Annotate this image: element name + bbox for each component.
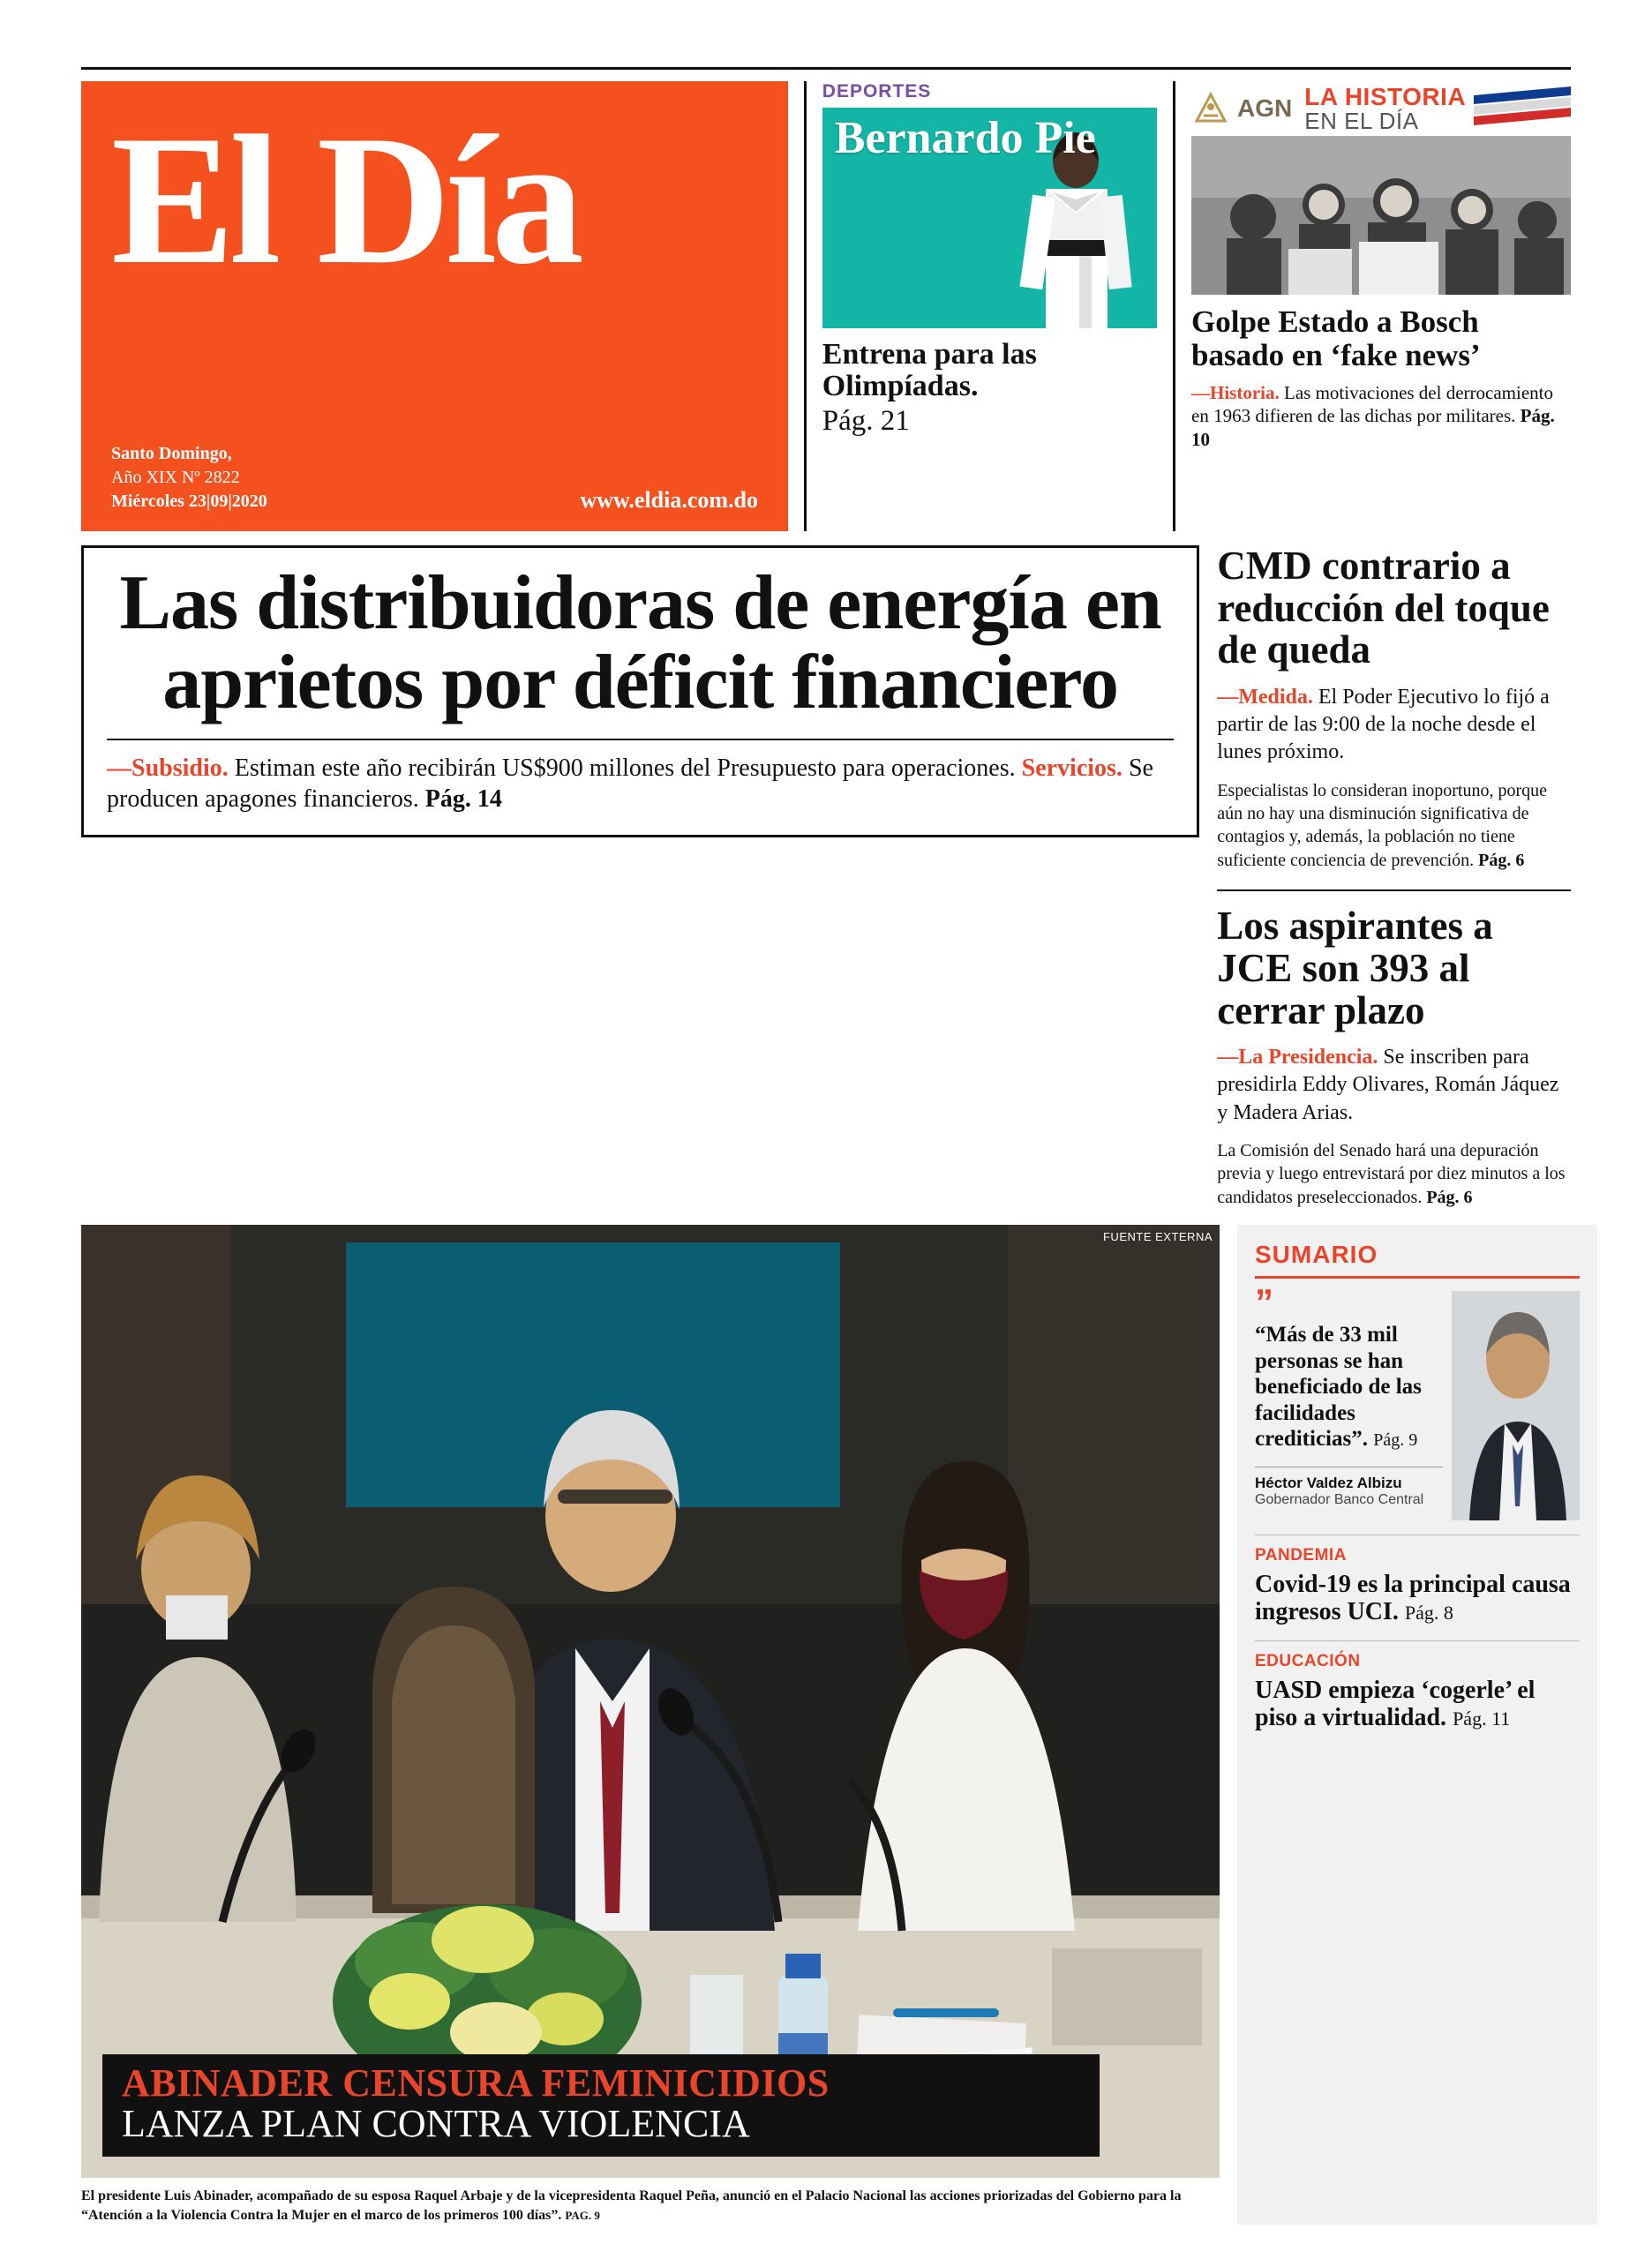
photo-caption <box>81 2187 1220 2225</box>
main-photo <box>81 1225 1220 2178</box>
main-photo-illustration <box>81 1225 1220 2178</box>
sports-promo-photo <box>822 108 1157 328</box>
lead-deck-text2: Se producen apagones financieros. <box>107 754 1153 814</box>
photo-headline-line1: ABINADER CENSURA FEMINICIDIOS <box>122 2061 830 2105</box>
right-story-cmd-body <box>1217 779 1571 873</box>
history-promo-deck <box>1191 381 1571 453</box>
lead-deck-lead1: Subsidio. <box>131 754 229 782</box>
lead-deck-lead2: Servicios. <box>1021 754 1123 782</box>
sports-promo[interactable] <box>822 81 1157 531</box>
right-story-cmd-deck-lead: Medida. <box>1238 686 1313 709</box>
lead-headline: Las distribuidoras de energía en aprietos por déficit financiero <box>119 560 1161 725</box>
sumario-item-educacion[interactable] <box>1255 1640 1580 1732</box>
right-story-jce-body-text: La Comisión del Senado hará una depuración previa y luego entrevistará por diez minutos a los candidatos preseleccionados. <box>1217 1140 1566 1207</box>
main-photo-block <box>81 1225 1220 2225</box>
portrait-illustration <box>1452 1291 1580 1520</box>
sumario-quote-text-col <box>1255 1280 1443 1520</box>
right-story-jce-deck-text: Se inscriben para presidirla Eddy Olivares, Román Jáquez y Madera Arias. <box>1217 1046 1559 1124</box>
cmd-deck-dash: — <box>1217 686 1239 709</box>
sumario-item-page: Pág. 11 <box>1453 1707 1511 1730</box>
lead-column <box>81 545 1199 1209</box>
sports-promo-page: Pág. 21 <box>822 405 910 438</box>
history-promo-label <box>1304 85 1466 132</box>
sumario-quote-page: Pág. 9 <box>1373 1430 1418 1451</box>
sumario-item-kicker: EDUCACIÓN <box>1255 1651 1361 1670</box>
history-photo-illustration <box>1191 136 1571 295</box>
lead-deck-text1: Estiman este año recibirán US$900 millones del Presupuesto para operaciones. <box>228 754 1022 782</box>
paper-logo <box>111 98 758 303</box>
history-promo-page: Pág. 10 <box>1191 405 1555 451</box>
sumario-item-headline-text: UASD empieza ‘cogerle’ el piso a virtualidad. <box>1255 1676 1536 1732</box>
agn-logo <box>1191 89 1304 128</box>
sports-promo-kicker: DEPORTES <box>822 81 932 101</box>
history-promo-label-line2: EN EL DÍA <box>1304 108 1419 134</box>
masthead-city: Santo Domingo, <box>111 444 232 463</box>
quote-mark-icon: ” <box>1255 1280 1273 1323</box>
right-story-jce[interactable] <box>1217 905 1571 1209</box>
agn-emblem-icon <box>1191 89 1230 128</box>
right-story-jce-body <box>1217 1139 1571 1209</box>
history-promo-deck-lead: Historia. <box>1210 381 1280 403</box>
right-story-cmd-headline: CMD contrario a reducción del toque de queda <box>1217 544 1550 672</box>
lead-page: Pág. 14 <box>424 785 502 814</box>
paper-logo-text: El Día <box>111 98 579 303</box>
masthead-divider-1 <box>804 81 807 531</box>
sumario-quote-portrait <box>1452 1291 1580 1520</box>
history-promo[interactable] <box>1191 81 1571 531</box>
photo-headline-line2: LANZA PLAN CONTRA VIOLENCIA <box>122 2101 750 2145</box>
photo-caption-page: PAG. 9 <box>565 2208 600 2222</box>
right-story-cmd[interactable] <box>1217 545 1571 872</box>
sumario-rule <box>1255 1276 1580 1279</box>
sports-promo-title: Bernardo Pie <box>834 113 1096 163</box>
sumario-quote <box>1255 1322 1443 1452</box>
sumario-quote-text: “Más de 33 mil personas se han beneficiado de las facilidades crediticias”. <box>1255 1323 1422 1452</box>
history-promo-deck-text: Las motivaciones del derrocamiento en 1963 difieren de las dichas por militares. <box>1191 381 1553 427</box>
history-promo-brandbar <box>1191 81 1571 136</box>
sumario-item-headline-text: Covid-19 es la principal causa ingresos UCI. <box>1255 1570 1571 1626</box>
right-story-cmd-page: Pág. 6 <box>1478 850 1525 870</box>
masthead-meta <box>111 442 758 514</box>
history-promo-label-line1: LA HISTORIA <box>1304 83 1467 110</box>
lead-story[interactable] <box>81 545 1199 837</box>
masthead-row <box>81 81 1571 531</box>
top-rule <box>81 67 1571 70</box>
masthead-divider-2 <box>1173 81 1175 531</box>
lead-separator <box>107 739 1174 740</box>
sports-promo-subtitle: Entrena para las Olimpíadas. <box>822 338 1037 402</box>
masthead-issue-info <box>111 442 267 514</box>
history-promo-photo <box>1191 136 1571 295</box>
deck-dash: — <box>1191 381 1211 403</box>
sumario-quote-role: Gobernador Banco Central <box>1255 1491 1424 1507</box>
right-column-divider <box>1217 889 1571 891</box>
sumario-quote-item[interactable] <box>1255 1280 1580 1520</box>
right-story-jce-headline: Los aspirantes a JCE son 393 al cerrar plazo <box>1217 904 1493 1032</box>
masthead-logo-block <box>81 81 788 531</box>
right-story-jce-page: Pág. 6 <box>1426 1187 1473 1207</box>
right-story-cmd-deck <box>1217 684 1571 767</box>
sumario-item-page: Pág. 8 <box>1404 1602 1453 1625</box>
right-story-jce-deck-lead: La Presidencia. <box>1238 1046 1378 1069</box>
flag-stripes-icon <box>1474 86 1571 127</box>
right-story-cmd-body-text: Especialistas lo consideran inoportuno, porque aún no hay una disminución significativa de contagios y, además, la población no tiene suficiente conciencia de prevención. <box>1217 780 1548 870</box>
photo-caption-text: El presidente Luis Abinader, acompañado de su esposa Raquel Arbaje y de la vicepresidenta Raquel Peña, anunció en el Palacio Nacional las acciones priorizadas del Gobierno para la “Atención a la Violencia Contra la Mujer en el marco de los primeros 100 días”. <box>81 2188 1182 2223</box>
sumario-item-pandemia[interactable] <box>1255 1535 1580 1626</box>
photo-headline-band <box>102 2054 1100 2157</box>
lead-deck-dash: — <box>107 754 131 782</box>
right-story-jce-deck <box>1217 1044 1571 1127</box>
masthead-website[interactable]: www.eldia.com.do <box>580 487 758 513</box>
jce-deck-dash: — <box>1217 1046 1239 1069</box>
lead-deck <box>107 753 1174 816</box>
masthead-issue: Año XIX Nº 2822 <box>111 468 240 487</box>
photo-and-sumario-row <box>81 1225 1571 2225</box>
sumario-item-headline <box>1255 1571 1580 1626</box>
sumario-item-kicker: PANDEMIA <box>1255 1545 1347 1565</box>
sumario-title: SUMARIO <box>1255 1240 1378 1268</box>
lead-and-right-row <box>81 545 1571 1209</box>
sumario-item-headline <box>1255 1677 1580 1732</box>
masthead-date: Miércoles 23|09|2020 <box>111 492 267 511</box>
sumario-box <box>1237 1225 1597 2225</box>
sumario-quote-name: Héctor Valdez Albizu <box>1255 1467 1443 1492</box>
right-column-top <box>1217 545 1571 1209</box>
history-promo-headline: Golpe Estado a Bosch basado en ‘fake news’ <box>1191 304 1481 372</box>
agn-logo-text: AGN <box>1237 94 1293 122</box>
photo-source-tag: FUENTE EXTERNA <box>1102 1229 1213 1243</box>
right-story-cmd-deck-text: El Poder Ejecutivo lo fijó a partir de las 9:00 de la noche desde el lunes próximo. <box>1217 686 1550 764</box>
